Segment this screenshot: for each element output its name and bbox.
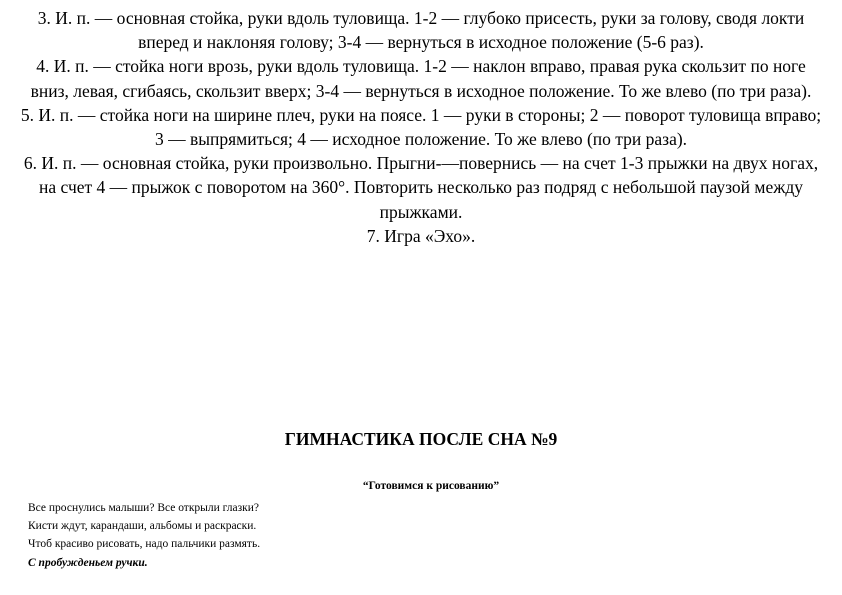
- exercise-6: 6. И. п. — основная стойка, руки произвольно. Прыгни-—повернись — на счет 1-3 прыжки на двух ногах, на счет 4 — прыжок с поворотом на 360°. Повторить несколько раз подряд с небольшой паузой между прыжками.: [23, 153, 819, 222]
- verse-line-3: Чтоб красиво рисовать, надо пальчики размять.: [28, 538, 261, 551]
- section-title: ГИМНАСТИКА ПОСЛЕ СНА №9: [284, 429, 558, 449]
- exercise-3: 3. И. п. — основная стойка, руки вдоль туловища. 1-2 — глубоко присесть, руки за голову, сводя локти вперед и наклоняя голову; 3-4 — вернуться в исходное положение (5-6 раз).: [37, 8, 805, 53]
- exercise-7: 7. Игра «Эхо».: [366, 225, 476, 246]
- verse-block: [28, 499, 528, 572]
- exercise-list: [20, 6, 822, 248]
- verse-line-4: С пробужденьем ручки.: [28, 556, 148, 569]
- exercise-4: 4. И. п. — стойка ноги врозь, руки вдоль туловища. 1-2 — наклон вправо, правая рука скользит по ноге вниз, левая, сгибаясь, скользит вверх; 3-4 — вернуться в исходное положение. То же влево (по три раза).: [30, 56, 812, 101]
- verse-line-2: Кисти ждут, карандаши, альбомы и раскраски.: [28, 520, 257, 533]
- verse-line-1: Все проснулись малыши? Все открыли глазки?: [28, 502, 260, 514]
- section-subtitle: “Готовимся к рисованию”: [362, 480, 500, 492]
- exercise-5: 5. И. п. — стойка ноги на ширине плеч, руки на поясе. 1 — руки в стороны; 2 — поворот туловища вправо; 3 — выпрямиться; 4 — исходное положение. То же влево (по три раза).: [20, 104, 822, 150]
